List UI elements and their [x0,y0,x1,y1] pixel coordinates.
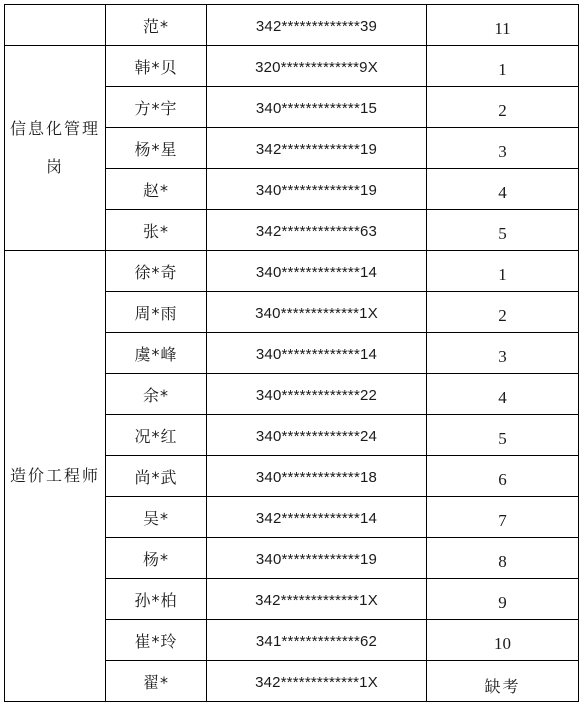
candidate-rank: 5 [498,429,507,448]
name-cell [106,87,207,128]
name-cell [106,661,207,702]
id-cell [207,128,427,169]
name-cell [106,210,207,251]
candidate-id-number: 340*************15 [255,99,378,117]
candidate-id-number: 340*************14 [255,263,378,281]
rank-cell [427,456,579,497]
candidate-rank: 6 [498,470,507,489]
candidate-name: 孙*柏 [134,590,178,610]
id-cell [207,579,427,620]
id-cell [207,5,427,46]
candidate-rank: 10 [494,634,511,653]
rank-cell [427,292,579,333]
name-cell [106,251,207,292]
rank-cell [427,128,579,169]
id-cell [207,456,427,497]
name-cell [106,128,207,169]
name-cell [106,620,207,661]
candidate-name: 赵* [142,180,169,200]
candidate-rank: 3 [498,347,507,366]
candidate-name: 徐*奇 [134,262,178,282]
candidate-rank: 4 [498,388,507,407]
rank-cell [427,46,579,87]
post-cell [5,251,106,702]
rank-cell [427,538,579,579]
candidate-id-number: 340*************19 [255,181,378,199]
candidate-name: 尚*武 [134,467,178,487]
candidate-name: 杨*星 [134,139,178,159]
rank-cell [427,579,579,620]
id-cell [207,374,427,415]
name-cell [106,333,207,374]
post-label: 造价工程师 [10,466,101,485]
candidate-rank: 3 [498,142,507,161]
name-cell [106,497,207,538]
rank-cell [427,169,579,210]
id-cell [207,87,427,128]
table-row [5,251,579,292]
rank-cell [427,415,579,456]
candidate-id-number: 340*************24 [255,427,378,445]
candidate-id-number: 342*************1X [255,591,378,609]
post-cell [5,46,106,251]
table-row [5,5,579,46]
id-cell [207,620,427,661]
rank-cell [427,374,579,415]
id-cell [207,210,427,251]
table-row [5,46,579,87]
candidate-rank: 1 [498,60,507,79]
id-cell [207,497,427,538]
candidate-name: 周*雨 [134,303,178,323]
rank-cell [427,87,579,128]
rank-cell [427,620,579,661]
rank-cell [427,210,579,251]
candidate-name: 韩*贝 [134,57,178,77]
candidate-id-number: 342*************39 [255,17,378,35]
name-cell [106,292,207,333]
candidate-id-number: 340*************1X [255,304,378,322]
candidate-rank: 1 [498,265,507,284]
exam-result-table-body [5,5,579,702]
candidate-name: 张* [142,221,169,241]
candidate-rank: 缺考 [484,676,521,696]
id-cell [207,661,427,702]
candidate-id-number: 342*************63 [255,222,378,240]
post-label: 信息化管理岗 [10,119,101,176]
name-cell [106,415,207,456]
candidate-rank: 4 [498,183,507,202]
candidate-name: 余* [142,385,169,405]
id-cell [207,46,427,87]
candidate-id-number: 342*************19 [255,140,378,158]
id-cell [207,169,427,210]
name-cell [106,169,207,210]
exam-result-table [4,4,579,702]
candidate-rank: 11 [494,19,511,38]
rank-cell [427,251,579,292]
candidate-rank: 2 [498,101,507,120]
candidate-name: 虞*峰 [134,344,178,364]
name-cell [106,374,207,415]
candidate-name: 吴* [142,508,169,528]
candidate-name: 范* [142,16,169,36]
candidate-rank: 7 [498,511,507,530]
rank-cell [427,5,579,46]
id-cell [207,538,427,579]
candidate-rank: 8 [498,552,507,571]
id-cell [207,251,427,292]
name-cell [106,579,207,620]
rank-cell [427,661,579,702]
name-cell [106,46,207,87]
candidate-name: 方*宇 [134,98,178,118]
rank-cell [427,333,579,374]
post-cell [5,5,106,46]
id-cell [207,333,427,374]
candidate-name: 杨* [142,549,169,569]
candidate-id-number: 342*************1X [255,673,378,691]
candidate-name: 崔*玲 [134,631,178,651]
candidate-id-number: 342*************14 [255,509,378,527]
candidate-id-number: 340*************22 [255,386,378,404]
candidate-name: 况*红 [134,426,178,446]
id-cell [207,292,427,333]
rank-cell [427,497,579,538]
candidate-rank: 9 [498,593,507,612]
id-cell [207,415,427,456]
name-cell [106,5,207,46]
candidate-rank: 2 [498,306,507,325]
candidate-id-number: 340*************19 [255,550,378,568]
candidate-id-number: 320*************9X [255,58,378,76]
candidate-rank: 5 [498,224,507,243]
candidate-id-number: 340*************18 [255,468,378,486]
candidate-id-number: 341*************62 [255,632,378,650]
candidate-name: 翟* [142,672,169,692]
name-cell [106,538,207,579]
name-cell [106,456,207,497]
candidate-id-number: 340*************14 [255,345,378,363]
